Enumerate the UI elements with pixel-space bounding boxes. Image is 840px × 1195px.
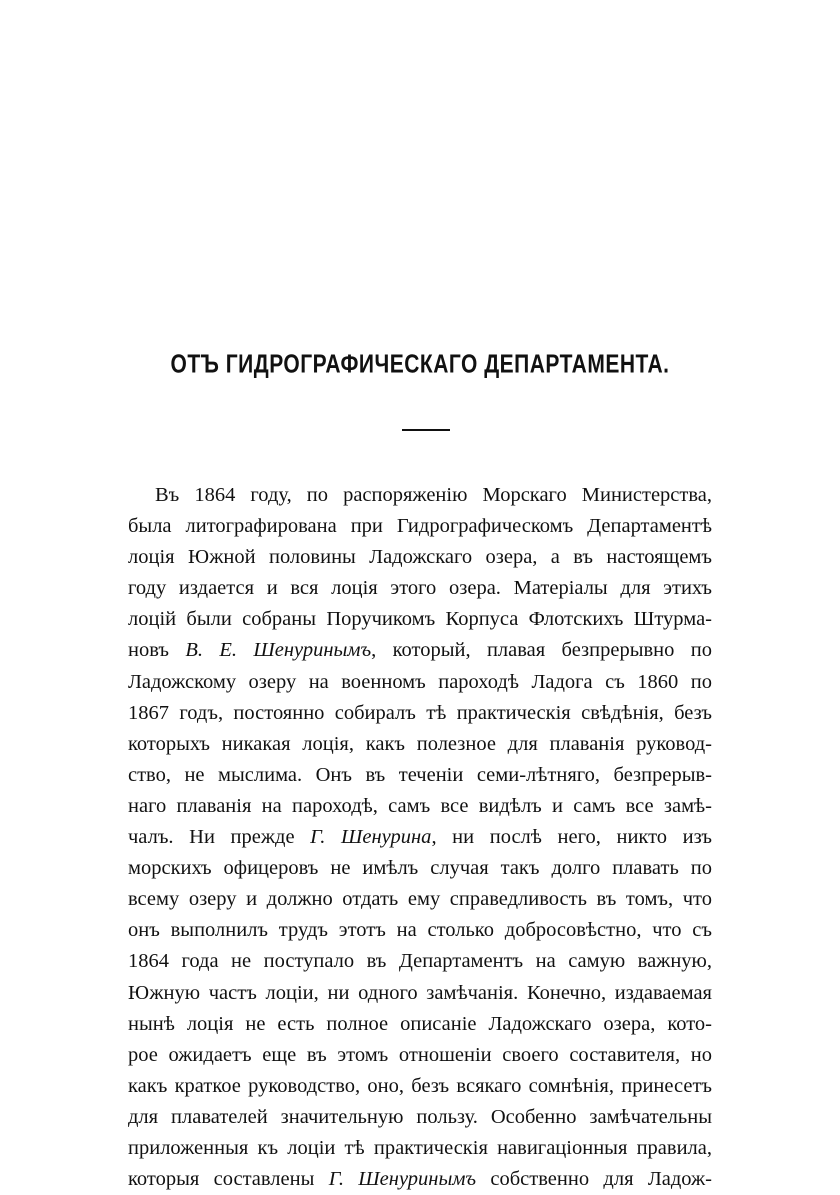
text-line xyxy=(128,542,712,573)
text-line xyxy=(128,946,712,977)
heading-divider xyxy=(402,429,450,431)
text-segment: 1864 года не поступало въ Департаментъ на самую важную, xyxy=(128,950,712,973)
text-line xyxy=(128,1040,712,1071)
text-line xyxy=(128,884,712,915)
italic-name: В. Е. Шенуринымъ xyxy=(185,639,372,662)
text-segment: 1867 годъ, постоянно собиралъ тѣ практическія свѣдѣнія, безъ xyxy=(128,701,712,724)
text-line xyxy=(128,760,712,791)
text-segment: собственно для Ладож- xyxy=(476,1168,713,1191)
text-segment: морскихъ офицеровъ не имѣлъ случая такъ долго плавать по xyxy=(128,857,712,880)
italic-name: Г. Шенурина xyxy=(310,826,432,849)
text-line xyxy=(128,1102,712,1133)
text-segment: приложенныя къ лоціи тѣ практическія навигаціонныя правила, xyxy=(128,1136,712,1159)
text-line xyxy=(128,635,712,666)
text-line xyxy=(128,1164,712,1195)
text-line xyxy=(128,791,712,822)
text-line xyxy=(128,604,712,635)
text-segment: онъ выполнилъ трудъ этотъ на столько добросовѣстно, что съ xyxy=(128,919,712,942)
text-segment: лоція Южной половины Ладожскаго озера, а въ настоящемъ xyxy=(128,546,712,569)
text-line xyxy=(128,1133,712,1164)
text-segment: чалъ. Ни прежде xyxy=(128,826,311,849)
text-segment: рое ожидаетъ еще въ этомъ отношеніи своего составителя, но xyxy=(128,1043,712,1066)
text-segment: наго плаванія на пароходѣ, самъ все видѣлъ и самъ все замѣ- xyxy=(128,794,712,817)
text-segment: для плавателей значительную пользу. Особенно замѣчательны xyxy=(128,1105,712,1128)
text-segment: лоцій были собраны Поручикомъ Корпуса Флотскихъ Штурма- xyxy=(128,608,712,631)
text-segment: всему озеру и должно отдать ему справедливость въ томъ, что xyxy=(128,888,712,911)
text-segment: нынѣ лоція не есть полное описаніе Ладожскаго озера, кото- xyxy=(128,1012,712,1035)
text-line xyxy=(128,667,712,698)
text-line xyxy=(128,480,712,511)
text-line xyxy=(128,978,712,1009)
text-line xyxy=(128,573,712,604)
body-paragraph xyxy=(128,480,712,1195)
italic-name: Г. Шенуринымъ xyxy=(328,1168,477,1191)
text-line xyxy=(128,698,712,729)
text-line xyxy=(128,853,712,884)
text-segment: , ни послѣ него, никто изъ xyxy=(431,826,712,849)
text-segment: была литографирована при Гидрографическомъ Департаментѣ xyxy=(128,515,712,538)
text-segment: ство, не мыслима. Онъ въ теченіи семи-лѣтняго, безпрерыв- xyxy=(128,763,712,786)
text-segment: , который, плавая безпрерывно по xyxy=(371,639,712,662)
text-segment: Южную частъ лоціи, ни одного замѣчанія. Конечно, издаваемая xyxy=(128,981,712,1004)
page-heading: ОТЪ ГИДРОГРАФИЧЕСКАГО ДЕПАРТАМЕНТА. xyxy=(170,350,670,379)
text-segment: Въ 1864 году, по распоряженію Морскаго Министерства, xyxy=(155,484,712,506)
text-line xyxy=(128,822,712,853)
text-segment: Ладожскому озеру на военномъ пароходѣ Ладога съ 1860 по xyxy=(128,670,712,693)
text-segment: году издается и вся лоція этого озера. Матеріалы для этихъ xyxy=(128,577,712,600)
text-segment: новъ xyxy=(128,639,186,662)
text-segment: которыхъ никакая лоція, какъ полезное для плаванія руковод- xyxy=(128,732,712,755)
text-line xyxy=(128,1009,712,1040)
text-line xyxy=(128,1071,712,1102)
text-segment: какъ краткое руководство, оно, безъ всякаго сомнѣнія, принесетъ xyxy=(128,1074,712,1097)
text-line xyxy=(128,511,712,542)
text-line xyxy=(128,915,712,946)
text-segment: которыя составлены xyxy=(128,1168,329,1191)
text-line xyxy=(128,729,712,760)
